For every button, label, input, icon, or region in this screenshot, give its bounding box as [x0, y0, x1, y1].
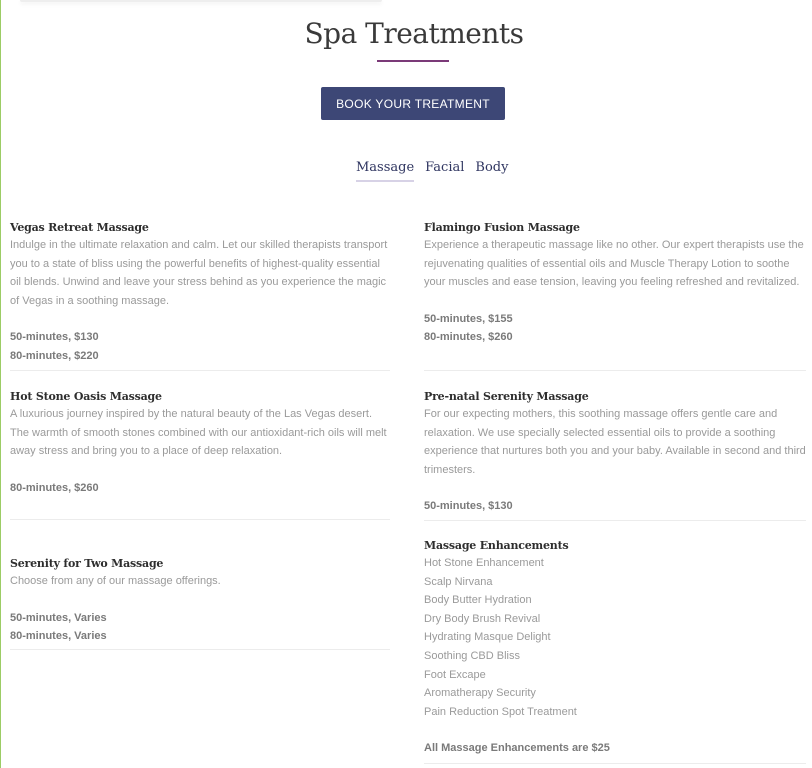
treatment-item	[10, 555, 390, 650]
treatment-description: Indulge in the ultimate relaxation and calm. Let our skilled therapists transport you to a state of bliss using the powerful benefits of highest-quality essential oil blends. Unwind and leave your stress behind as you experience the magic of Vegas in a soothing massage.	[10, 239, 388, 307]
top-card-edge	[20, 0, 382, 2]
treatment-title: Vegas Retreat Massage	[10, 221, 149, 234]
book-treatment-button[interactable]: BOOK YOUR TREATMENT	[321, 87, 505, 120]
treatment-item	[424, 219, 806, 371]
treatment-item	[10, 219, 390, 371]
list-item: Pain Reduction Spot Treatment	[424, 705, 577, 718]
treatment-prices	[424, 310, 806, 351]
treatment-prices	[424, 497, 806, 520]
treatment-item	[10, 388, 390, 520]
list-item: Aromatherapy Security	[424, 687, 536, 700]
list-item: Foot Excape	[424, 668, 486, 681]
treatment-title: Pre-natal Serenity Massage	[424, 390, 589, 403]
page-left-border	[0, 0, 1, 768]
enhancements-item	[424, 537, 806, 764]
treatment-tabs	[356, 160, 508, 182]
treatment-title: Hot Stone Oasis Massage	[10, 390, 162, 403]
right-column	[424, 219, 806, 764]
treatment-title: Serenity for Two Massage	[10, 557, 164, 570]
tab-body[interactable]: Body	[475, 160, 509, 175]
title-underline	[377, 60, 449, 62]
price-line: 80-minutes, $260	[10, 481, 99, 494]
price-line: 80-minutes, $220	[10, 349, 99, 362]
list-item: Soothing CBD Bliss	[424, 649, 520, 662]
treatment-description: Choose from any of our massage offerings.	[10, 575, 221, 587]
treatment-description: For our expecting mothers, this soothing massage offers gentle care and relaxation. We use specially selected essential oils to provide a soothing experience that nurtures both you and your baby. Available in second and third trimesters.	[424, 408, 806, 476]
list-item: Scalp Nirvana	[424, 575, 493, 588]
price-line: 50-minutes, $130	[10, 331, 99, 344]
price-line: 80-minutes, $260	[424, 331, 513, 344]
list-item: Body Butter Hydration	[424, 594, 532, 607]
tab-facial[interactable]: Facial	[425, 160, 465, 175]
price-line: 50-minutes, Varies	[10, 611, 107, 624]
enhancements-list	[424, 554, 806, 721]
price-line: 80-minutes, Varies	[10, 630, 107, 643]
list-item: Hydrating Masque Delight	[424, 631, 551, 644]
list-item: Hot Stone Enhancement	[424, 557, 544, 569]
enhancements-title: Massage Enhancements	[424, 539, 569, 552]
treatment-item	[424, 388, 806, 521]
treatment-prices	[424, 739, 806, 762]
price-line: 50-minutes, $155	[424, 312, 513, 325]
tab-massage[interactable]: Massage	[356, 160, 414, 182]
treatment-prices	[10, 609, 390, 650]
treatment-prices	[10, 479, 390, 502]
treatment-description: A luxurious journey inspired by the natural beauty of the Las Vegas desert. The warmth of smooth stones combined with our antioxidant-rich oils will melt away stress and bring you to a place of deep relaxation.	[10, 408, 387, 458]
treatment-title: Flamingo Fusion Massage	[424, 221, 580, 234]
price-line: All Massage Enhancements are $25	[424, 742, 610, 755]
price-line: 50-minutes, $130	[424, 500, 513, 513]
treatment-prices	[10, 328, 390, 369]
page-title: Spa Treatments	[304, 17, 524, 50]
list-item: Dry Body Brush Revival	[424, 612, 541, 625]
left-column	[10, 219, 390, 650]
treatment-description: Experience a therapeutic massage like no other. Our expert therapists use the rejuvenating qualities of essential oils and Muscle Therapy Lotion to soothe your muscles and ease tension, leaving you feeling refreshed and revitalized.	[424, 239, 804, 289]
